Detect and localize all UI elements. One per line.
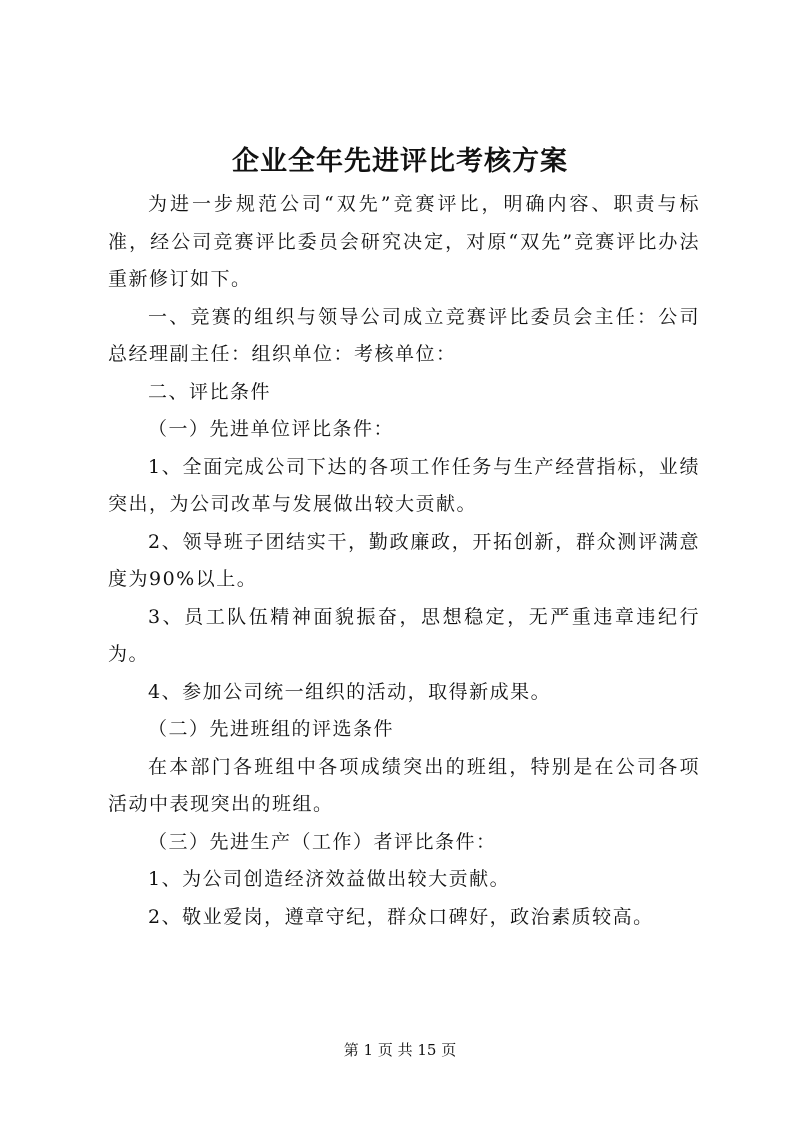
page-number-footer: 第 1 页 共 15 页 xyxy=(343,1041,457,1059)
document-body xyxy=(108,186,700,936)
subsection-advanced-team: （二）先进班组的评选条件 xyxy=(148,718,395,740)
worker-criteria-item-2: 2、敬业爱岗，遵章守纪，群众口碑好，政治素质较高。 xyxy=(148,905,654,928)
criteria-item-4: 4、参加公司统一组织的活动，取得新成果。 xyxy=(148,680,552,703)
criteria-item-2: 2、领导班子团结实干，勤政廉政，开拓创新，群众测评满意度为90%以上。 xyxy=(108,530,700,590)
worker-criteria-item-1: 1、为公司创造经济效益做出较大贡献。 xyxy=(148,868,511,890)
team-criteria-paragraph: 在本部门各班组中各项成绩突出的班组，特别是在公司各项活动中表现突出的班组。 xyxy=(108,755,700,815)
section-organization: 一、竞赛的组织与领导公司成立竞赛评比委员会主任：公司总经理副主任：组织单位：考核单位： xyxy=(108,305,700,365)
subsection-advanced-unit: （一）先进单位评比条件： xyxy=(148,418,395,440)
document-title: 企业全年先进评比考核方案 xyxy=(232,146,568,177)
criteria-item-1: 1、全面完成公司下达的各项工作任务与生产经营指标，业绩突出，为公司改革与发展做出较大贡献。 xyxy=(108,455,700,515)
section-heading-criteria: 二、评比条件 xyxy=(148,380,272,403)
subsection-advanced-worker: （三）先进生产（工作）者评比条件： xyxy=(148,830,497,853)
criteria-item-3: 3、员工队伍精神面貌振奋，思想稳定，无严重违章违纪行为。 xyxy=(108,605,700,665)
intro-paragraph: 为进一步规范公司“双先”竞赛评比，明确内容、职责与标准，经公司竞赛评比委员会研究决定，对原“双先”竞赛评比办法重新修订如下。 xyxy=(108,193,700,290)
